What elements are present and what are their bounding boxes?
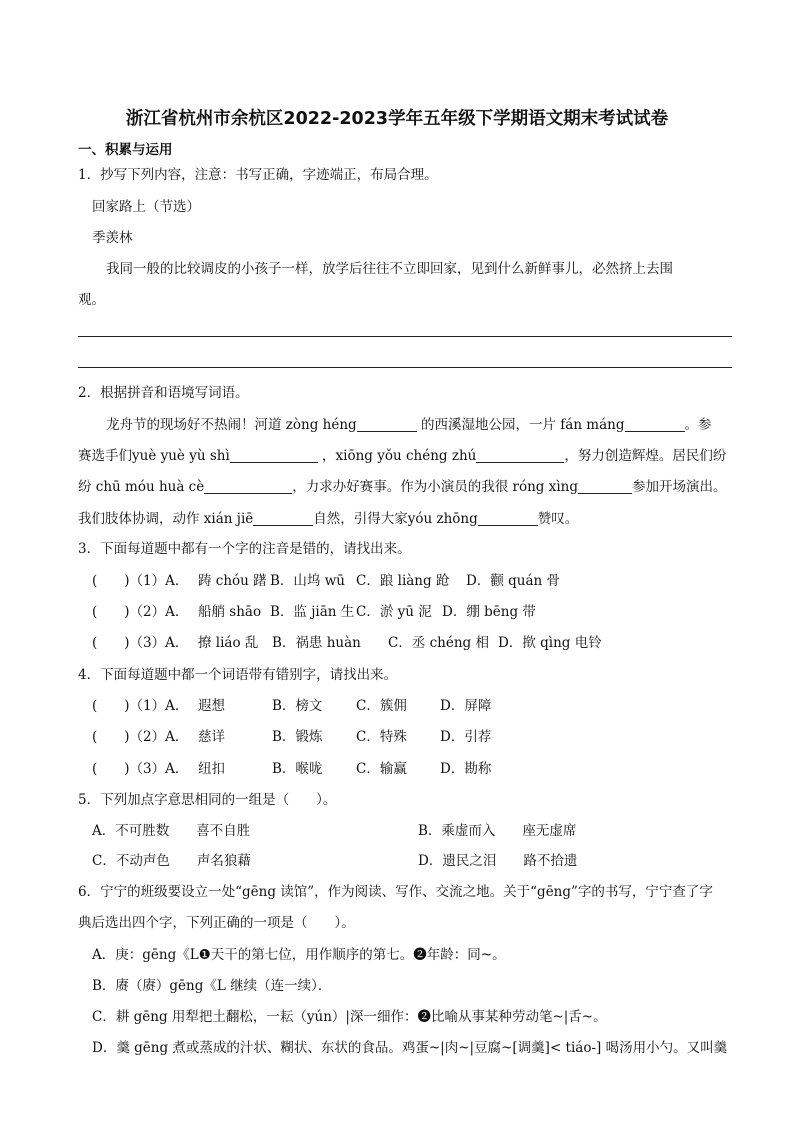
option-d[interactable]: D．遗民之泪 路不拾遗 bbox=[418, 853, 578, 869]
answer-blank[interactable] bbox=[357, 417, 417, 432]
option-d[interactable]: D．绷 bēng 带 bbox=[442, 604, 536, 620]
writing-line-2[interactable] bbox=[78, 367, 732, 368]
q5-stem: 5．下列加点字意思相同的一组是（ ）。 bbox=[78, 792, 337, 808]
q6-stem-line2: 典后选出四个字，下列正确的一项是（ ）。 bbox=[78, 915, 355, 931]
option-c[interactable]: C．输赢 bbox=[356, 761, 407, 777]
q2-line1 bbox=[106, 416, 712, 434]
q1-passage-line2: 观。 bbox=[78, 292, 105, 308]
q1-stem: 1．抄写下列内容，注意：书写正确，字迹端正，布局合理。 bbox=[78, 167, 438, 183]
q2-line4 bbox=[78, 510, 578, 528]
answer-blank[interactable] bbox=[578, 479, 632, 494]
answer-blank[interactable] bbox=[625, 417, 685, 432]
q1-author: 季羡林 bbox=[92, 230, 133, 246]
option-a[interactable]: 慈详 bbox=[198, 729, 225, 745]
option-a[interactable]: A．庚：gēng《L❶天干的第七位，用作顺序的第七。❷年龄：同~。 bbox=[92, 947, 506, 963]
option-b[interactable]: B．榜文 bbox=[272, 698, 323, 714]
option-b[interactable]: B．乘虚而入 座无虚席 bbox=[418, 823, 577, 839]
option-c[interactable]: C．簇佣 bbox=[356, 698, 407, 714]
q3-number: ( )（2）A． bbox=[92, 604, 189, 620]
q2-text: 龙舟节的现场好不热闹！河道 zòng héng bbox=[106, 417, 357, 433]
answer-blank[interactable] bbox=[478, 511, 538, 526]
answer-blank[interactable] bbox=[253, 511, 313, 526]
page-title: 浙江省杭州市余杭区2022-2023学年五年级下学期语文期末考试试卷 bbox=[125, 109, 669, 129]
q4-stem: 4．下面每道题中都一个词语带有错别字，请找出来。 bbox=[78, 667, 398, 683]
option-a[interactable]: 撩 liáo 乱 bbox=[198, 635, 259, 651]
q2-stem: 2．根据拼音和语境写词语。 bbox=[78, 385, 249, 401]
option-c[interactable]: C．耕 gēng 用犁把土翻松，一耘（yún）|深一细作：❷比喻从事某种劳动笔~|舌~。 bbox=[92, 1009, 607, 1025]
option-c[interactable]: C．淤 yū 泥 bbox=[356, 604, 432, 620]
q4-number: ( )（1）A． bbox=[92, 698, 189, 714]
q2-text: 我们肢体协调，动作 xián jiē bbox=[78, 511, 254, 527]
q2-text: 。参 bbox=[684, 417, 712, 433]
section-heading: 一、积累与运用 bbox=[78, 142, 173, 158]
q3-stem: 3．下面每道题中都有一个字的注音是错的，请找出来。 bbox=[78, 541, 411, 557]
q2-text: 的西溪湿地公园，一片 fán máng bbox=[416, 417, 625, 433]
q4-number: ( )（3）A． bbox=[92, 761, 189, 777]
option-d[interactable]: D．屏障 bbox=[440, 698, 492, 714]
q2-text: ，力求办好赛事。作为小演员的我很 róng xìng bbox=[292, 479, 579, 495]
q4-number: ( )（2）A． bbox=[92, 729, 189, 745]
q2-text: ，xiōng yǒu chéng zhú bbox=[317, 448, 477, 464]
option-b[interactable]: B．监 jiān 生 bbox=[270, 604, 355, 620]
q2-line3 bbox=[78, 478, 727, 496]
option-c[interactable]: C．踉 liàng 跄 bbox=[356, 573, 450, 589]
option-d[interactable]: D．引荐 bbox=[440, 729, 492, 745]
writing-line-1[interactable] bbox=[78, 336, 732, 337]
option-b[interactable]: B．锻炼 bbox=[272, 729, 323, 745]
option-a[interactable]: 纽扣 bbox=[198, 761, 225, 777]
answer-blank[interactable] bbox=[476, 448, 564, 463]
option-a[interactable]: A．不可胜数 喜不自胜 bbox=[92, 823, 251, 839]
q2-line2 bbox=[78, 447, 726, 465]
option-b[interactable]: B．祸患 huàn bbox=[272, 635, 361, 651]
q1-passage-line1: 我同一般的比较调皮的小孩子一样，放学后往往不立即回家，见到什么新鲜事儿，必然挤上去围 bbox=[106, 261, 673, 277]
q2-text: 自然，引得大家yóu zhōng bbox=[313, 511, 478, 527]
option-d[interactable]: D．羹 gēng 煮或蒸成的汁状、糊状、东状的食品。鸡蛋~|肉~|豆腐~[调羹]< tiáo-] 喝汤用小勺。又叫羹 bbox=[92, 1040, 728, 1056]
q3-number: ( )（3）A． bbox=[92, 635, 189, 651]
option-a[interactable]: 踌 chóu 躇 bbox=[198, 573, 267, 589]
option-d[interactable]: D．颧 quán 骨 bbox=[466, 573, 560, 589]
q3-number: ( )（1）A． bbox=[92, 573, 189, 589]
option-d[interactable]: D．勘称 bbox=[440, 761, 492, 777]
option-d[interactable]: D．揿 qìng 电铃 bbox=[498, 635, 602, 651]
option-a[interactable]: 船艄 shāo bbox=[198, 604, 262, 620]
option-a[interactable]: 遐想 bbox=[198, 698, 225, 714]
q2-text: 赞叹。 bbox=[537, 511, 579, 527]
option-b[interactable]: B．喉咙 bbox=[272, 761, 323, 777]
option-c[interactable]: C．不动声色 声名狼藉 bbox=[92, 853, 251, 869]
q1-source-title: 回家路上（节选） bbox=[92, 199, 200, 215]
q6-stem-line1: 6．宁宁的班级要设立一处“gēng 读馆”，作为阅读、写作、交流之地。关于“gēng”字的书写，宁宁查了字 bbox=[78, 884, 713, 900]
option-b[interactable]: B．赓（赓）gēng《L 继续（连一续）． bbox=[92, 978, 332, 994]
q2-text: 纷 chū móu huà cè bbox=[78, 479, 205, 495]
q2-text: ，努力创造辉煌。居民们纷 bbox=[564, 448, 727, 464]
option-c[interactable]: C．特殊 bbox=[356, 729, 407, 745]
answer-blank[interactable] bbox=[204, 479, 292, 494]
q2-text: 赛选手们yuè yuè yù shì bbox=[78, 448, 230, 464]
answer-blank[interactable] bbox=[230, 448, 318, 463]
q2-text: 参加开场演出。 bbox=[632, 479, 727, 495]
option-c[interactable]: C．丞 chéng 相 bbox=[388, 635, 489, 651]
option-b[interactable]: B．山坞 wū bbox=[270, 573, 345, 589]
